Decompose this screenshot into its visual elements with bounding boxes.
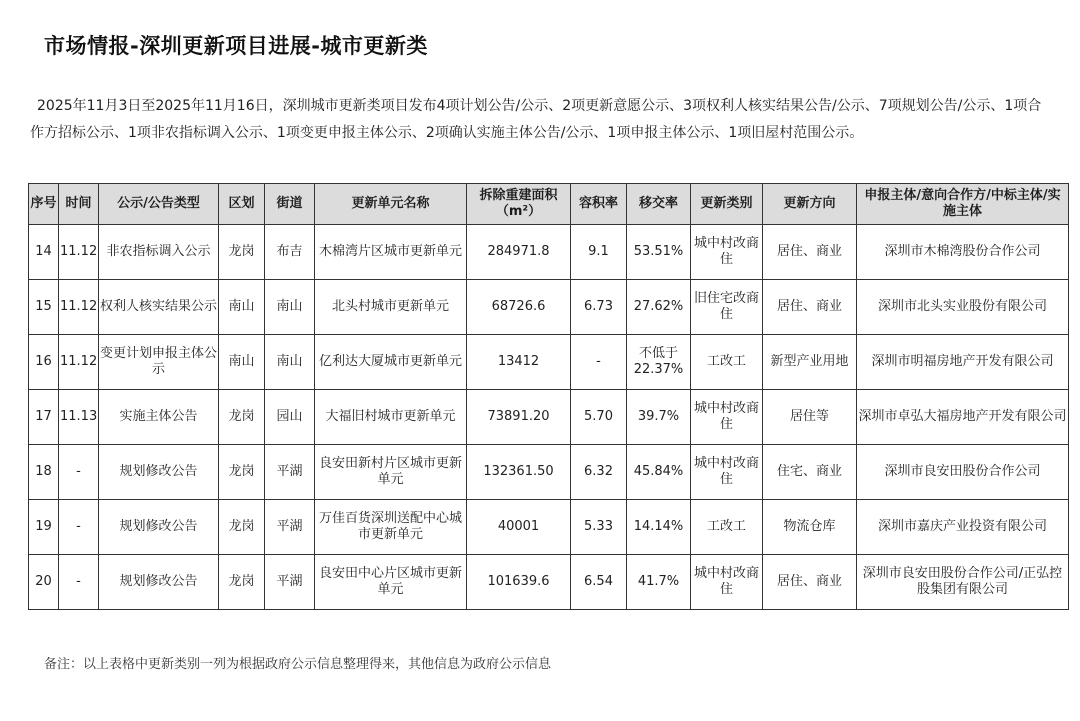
cell-col-area: 284971.8: [467, 225, 571, 280]
cell-col-unit-name: 木棉湾片区城市更新单元: [315, 225, 467, 280]
cell-col-index: 16: [29, 335, 59, 390]
cell-col-far: 5.70: [571, 390, 627, 445]
cell-col-entity: 深圳市木棉湾股份合作公司: [857, 225, 1069, 280]
cell-col-notice-type: 变更计划申报主体公示: [99, 335, 219, 390]
table-row: [29, 225, 1069, 280]
cell-col-category: 旧住宅改商住: [691, 280, 763, 335]
cell-col-direction: 居住等: [763, 390, 857, 445]
cell-col-date: -: [59, 500, 99, 555]
header-col-area: 拆除重建面积（m²）: [467, 184, 571, 225]
cell-col-date: -: [59, 555, 99, 610]
projects-table: [28, 183, 1069, 610]
cell-col-category: 工改工: [691, 335, 763, 390]
table-row: [29, 445, 1069, 500]
header-col-district: 区划: [219, 184, 265, 225]
cell-col-category: 城中村改商住: [691, 225, 763, 280]
cell-col-direction: 新型产业用地: [763, 335, 857, 390]
cell-col-street: 布吉: [265, 225, 315, 280]
cell-col-entity: 深圳市卓弘大福房地产开发有限公司: [857, 390, 1069, 445]
cell-col-far: 6.32: [571, 445, 627, 500]
cell-col-district: 南山: [219, 335, 265, 390]
cell-col-notice-type: 规划修改公告: [99, 555, 219, 610]
cell-col-date: -: [59, 445, 99, 500]
header-col-date: 时间: [59, 184, 99, 225]
cell-col-far: 6.73: [571, 280, 627, 335]
cell-col-index: 14: [29, 225, 59, 280]
cell-col-date: 11.12: [59, 225, 99, 280]
header-col-unit-name: 更新单元名称: [315, 184, 467, 225]
page-title: 市场情报-深圳更新项目进展-城市更新类: [44, 34, 428, 58]
cell-col-district: 龙岗: [219, 390, 265, 445]
cell-col-district: 南山: [219, 280, 265, 335]
cell-col-date: 11.13: [59, 390, 99, 445]
cell-col-area: 101639.6: [467, 555, 571, 610]
intro-text: 2025年11月3日至2025年11月16日，深圳城市更新类项目发布4项计划公告/公示、2项更新意愿公示、3项权利人核实结果公告/公示、7项规划公告/公示、1项合作方招标公示、1项非农指标调入公示、1项变更申报主体公示、2项确认实施主体公告/公示、1项申报主体公示、1项旧屋村范围公示。: [30, 98, 1042, 141]
cell-col-street: 平湖: [265, 445, 315, 500]
table-row: [29, 555, 1069, 610]
cell-col-street: 园山: [265, 390, 315, 445]
cell-col-unit-name: 大福旧村城市更新单元: [315, 390, 467, 445]
header-col-index: 序号: [29, 184, 59, 225]
cell-col-category: 城中村改商住: [691, 445, 763, 500]
cell-col-direction: 居住、商业: [763, 225, 857, 280]
cell-col-unit-name: 北头村城市更新单元: [315, 280, 467, 335]
header-col-category: 更新类别: [691, 184, 763, 225]
cell-col-transfer-rate: 14.14%: [627, 500, 691, 555]
cell-col-entity: 深圳市北头实业股份有限公司: [857, 280, 1069, 335]
cell-col-index: 17: [29, 390, 59, 445]
cell-col-unit-name: 万佳百货深圳送配中心城市更新单元: [315, 500, 467, 555]
table-body: [29, 225, 1069, 610]
cell-col-transfer-rate: 27.62%: [627, 280, 691, 335]
cell-col-direction: 居住、商业: [763, 280, 857, 335]
cell-col-notice-type: 非农指标调入公示: [99, 225, 219, 280]
cell-col-district: 龙岗: [219, 500, 265, 555]
table-header: [29, 184, 1069, 225]
table-row: [29, 500, 1069, 555]
header-col-transfer-rate: 移交率: [627, 184, 691, 225]
header-col-entity: 申报主体/意向合作方/中标主体/实施主体: [857, 184, 1069, 225]
cell-col-transfer-rate: 41.7%: [627, 555, 691, 610]
cell-col-transfer-rate: 45.84%: [627, 445, 691, 500]
cell-col-street: 平湖: [265, 555, 315, 610]
cell-col-transfer-rate: 不低于22.37%: [627, 335, 691, 390]
cell-col-far: 9.1: [571, 225, 627, 280]
cell-col-category: 城中村改商住: [691, 555, 763, 610]
intro-paragraph: [30, 93, 1050, 147]
cell-col-street: 南山: [265, 280, 315, 335]
cell-col-index: 20: [29, 555, 59, 610]
header-col-street: 街道: [265, 184, 315, 225]
cell-col-unit-name: 良安田中心片区城市更新单元: [315, 555, 467, 610]
cell-col-area: 73891.20: [467, 390, 571, 445]
table-row: [29, 280, 1069, 335]
cell-col-area: 132361.50: [467, 445, 571, 500]
cell-col-date: 11.12: [59, 335, 99, 390]
table-row: [29, 335, 1069, 390]
cell-col-notice-type: 规划修改公告: [99, 445, 219, 500]
header-row: [29, 184, 1069, 225]
cell-col-street: 平湖: [265, 500, 315, 555]
cell-col-index: 19: [29, 500, 59, 555]
cell-col-notice-type: 实施主体公告: [99, 390, 219, 445]
cell-col-date: 11.12: [59, 280, 99, 335]
table-row: [29, 390, 1069, 445]
header-col-notice-type: 公示/公告类型: [99, 184, 219, 225]
cell-col-entity: 深圳市明福房地产开发有限公司: [857, 335, 1069, 390]
cell-col-entity: 深圳市良安田股份合作公司/正弘控股集团有限公司: [857, 555, 1069, 610]
cell-col-index: 15: [29, 280, 59, 335]
cell-col-index: 18: [29, 445, 59, 500]
cell-col-unit-name: 良安田新村片区城市更新单元: [315, 445, 467, 500]
cell-col-district: 龙岗: [219, 225, 265, 280]
cell-col-street: 南山: [265, 335, 315, 390]
cell-col-category: 城中村改商住: [691, 390, 763, 445]
cell-col-entity: 深圳市良安田股份合作公司: [857, 445, 1069, 500]
cell-col-far: 6.54: [571, 555, 627, 610]
cell-col-far: 5.33: [571, 500, 627, 555]
cell-col-transfer-rate: 39.7%: [627, 390, 691, 445]
cell-col-notice-type: 权利人核实结果公示: [99, 280, 219, 335]
cell-col-district: 龙岗: [219, 555, 265, 610]
cell-col-direction: 住宅、商业: [763, 445, 857, 500]
cell-col-area: 40001: [467, 500, 571, 555]
cell-col-direction: 物流仓库: [763, 500, 857, 555]
cell-col-direction: 居住、商业: [763, 555, 857, 610]
cell-col-entity: 深圳市嘉庆产业投资有限公司: [857, 500, 1069, 555]
cell-col-far: -: [571, 335, 627, 390]
header-col-direction: 更新方向: [763, 184, 857, 225]
cell-col-category: 工改工: [691, 500, 763, 555]
cell-col-transfer-rate: 53.51%: [627, 225, 691, 280]
footnote: 备注：以上表格中更新类别一列为根据政府公示信息整理得来，其他信息为政府公示信息: [44, 657, 552, 672]
cell-col-area: 68726.6: [467, 280, 571, 335]
cell-col-unit-name: 亿利达大厦城市更新单元: [315, 335, 467, 390]
cell-col-district: 龙岗: [219, 445, 265, 500]
cell-col-notice-type: 规划修改公告: [99, 500, 219, 555]
header-col-far: 容积率: [571, 184, 627, 225]
cell-col-area: 13412: [467, 335, 571, 390]
